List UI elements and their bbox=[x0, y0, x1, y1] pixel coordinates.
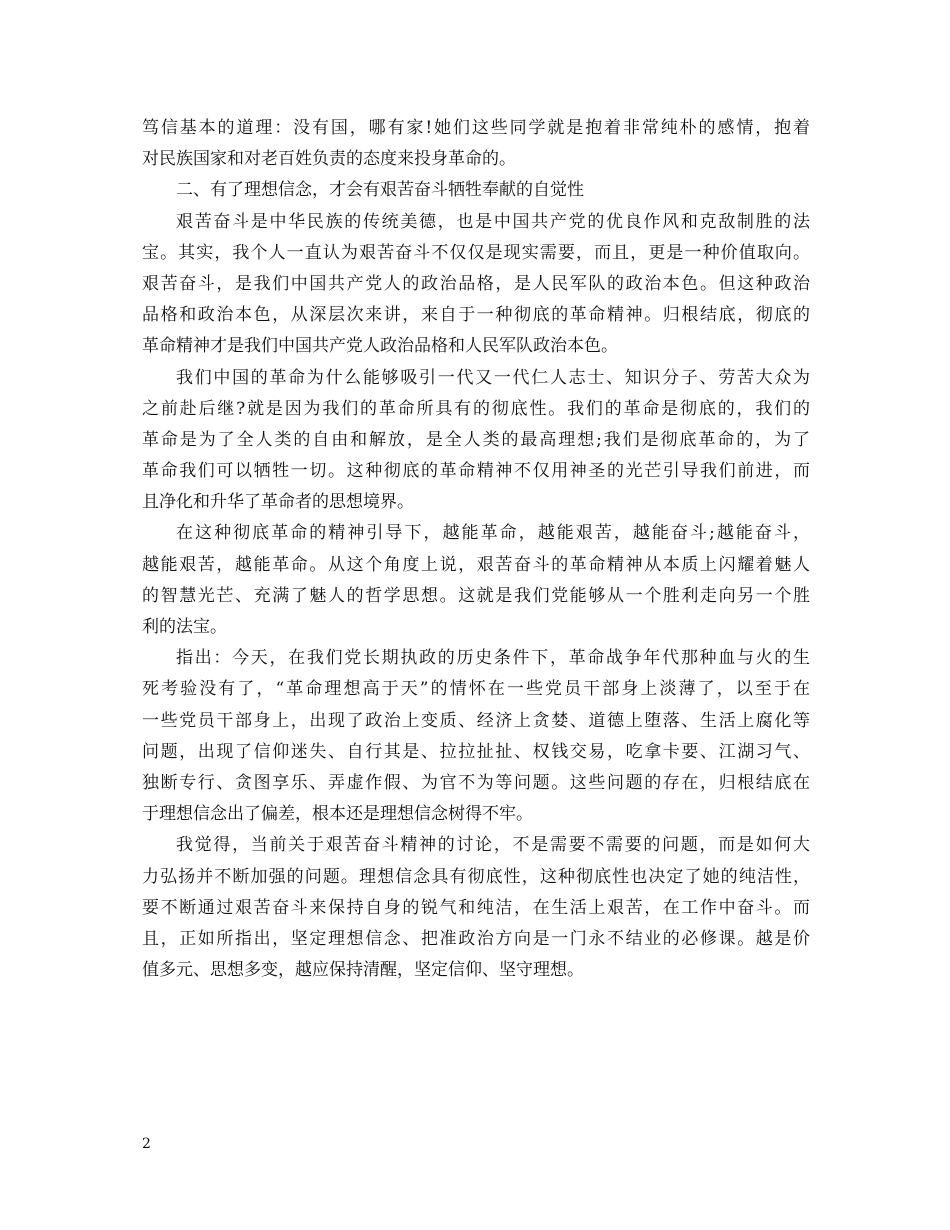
document-body bbox=[142, 113, 810, 986]
text-line: 指出：今天，在我们党长期执政的历史条件下，革命战争年代那种血与火的生 bbox=[176, 648, 810, 669]
text-line: 利的法宝。 bbox=[142, 617, 227, 637]
text-line: 我们中国的革命为什么能够吸引一代又一代仁人志士、知识分子、劳苦大众为 bbox=[176, 367, 810, 388]
text-line: 力弘扬并不断加强的问题。理想信念具有彻底性，这种彻底性也决定了她的纯洁性， bbox=[142, 866, 810, 887]
text-line: 宝。其实，我个人一直认为艰苦奋斗不仅仅是现实需要，而且，更是一种价值取向。 bbox=[142, 242, 810, 263]
text-line: 艰苦奋斗是中华民族的传统美德，也是中国共产党的优良作风和克敌制胜的法 bbox=[176, 211, 810, 232]
text-line: 二、有了理想信念，才会有艰苦奋斗牺牲奉献的自觉性 bbox=[176, 180, 584, 201]
text-line: 我觉得，当前关于艰苦奋斗精神的讨论，不是需要不需要的问题，而是如何大 bbox=[176, 835, 810, 856]
text-line: 越能艰苦，越能革命。从这个角度上说，艰苦奋斗的革命精神从本质上闪耀着魅人 bbox=[142, 554, 810, 575]
text-line: 值多元、思想多变，越应保持清醒，坚定信仰、坚守理想。 bbox=[142, 960, 584, 981]
page-number: 2 bbox=[142, 1136, 151, 1152]
text-line: 且，正如所指出，坚定理想信念、把准政治方向是一门永不结业的必修课。越是价 bbox=[142, 928, 810, 949]
text-line: 要不断通过艰苦奋斗来保持自身的锐气和纯洁，在生活上艰苦，在工作中奋斗。而 bbox=[142, 897, 810, 918]
text-line: 革命我们可以牺牲一切。这种彻底的革命精神不仅用神圣的光芒引导我们前进，而 bbox=[142, 461, 810, 482]
text-line: 的智慧光芒、充满了魅人的哲学思想。这就是我们党能够从一个胜利走向另一个胜 bbox=[142, 585, 810, 606]
text-line: 革命是为了全人类的自由和解放，是全人类的最高理想;我们是彻底革命的，为了 bbox=[142, 429, 810, 450]
text-line: 艰苦奋斗，是我们中国共产党人的政治品格，是人民军队的政治本色。但这种政治 bbox=[142, 273, 810, 294]
text-line: 且净化和升华了革命者的思想境界。 bbox=[142, 492, 414, 513]
text-line: 死考验没有了，“革命理想高于天”的情怀在一些党员干部身上淡薄了，以至于在 bbox=[142, 679, 810, 700]
text-line: 一些党员干部身上，出现了政治上变质、经济上贪婪、道德上堕落、生活上腐化等 bbox=[142, 710, 810, 731]
text-line: 对民族国家和对老百姓负责的态度来投身革命的。 bbox=[142, 149, 516, 170]
text-line: 品格和政治本色，从深层次来讲，来自于一种彻底的革命精神。归根结底，彻底的 bbox=[142, 305, 810, 326]
text-line: 独断专行、贪图享乐、弄虚作假、为官不为等问题。这些问题的存在，归根结底在 bbox=[142, 772, 810, 793]
text-line: 革命精神才是我们中国共产党人政治品格和人民军队政治本色。 bbox=[142, 336, 618, 357]
text-line: 在这种彻底革命的精神引导下，越能革命，越能艰苦，越能奋斗;越能奋斗， bbox=[176, 523, 810, 544]
text-line: 笃信基本的道理：没有国，哪有家!她们这些同学就是抱着非常纯朴的感情，抱着 bbox=[142, 118, 810, 138]
text-line: 之前赴后继?就是因为我们的革命所具有的彻底性。我们的革命是彻底的，我们的 bbox=[142, 398, 810, 419]
text-line: 于理想信念出了偏差，根本还是理想信念树得不牢。 bbox=[142, 804, 533, 825]
text-line: 问题，出现了信仰迷失、自行其是、拉拉扯扯、权钱交易，吃拿卡要、江湖习气、 bbox=[142, 741, 810, 762]
